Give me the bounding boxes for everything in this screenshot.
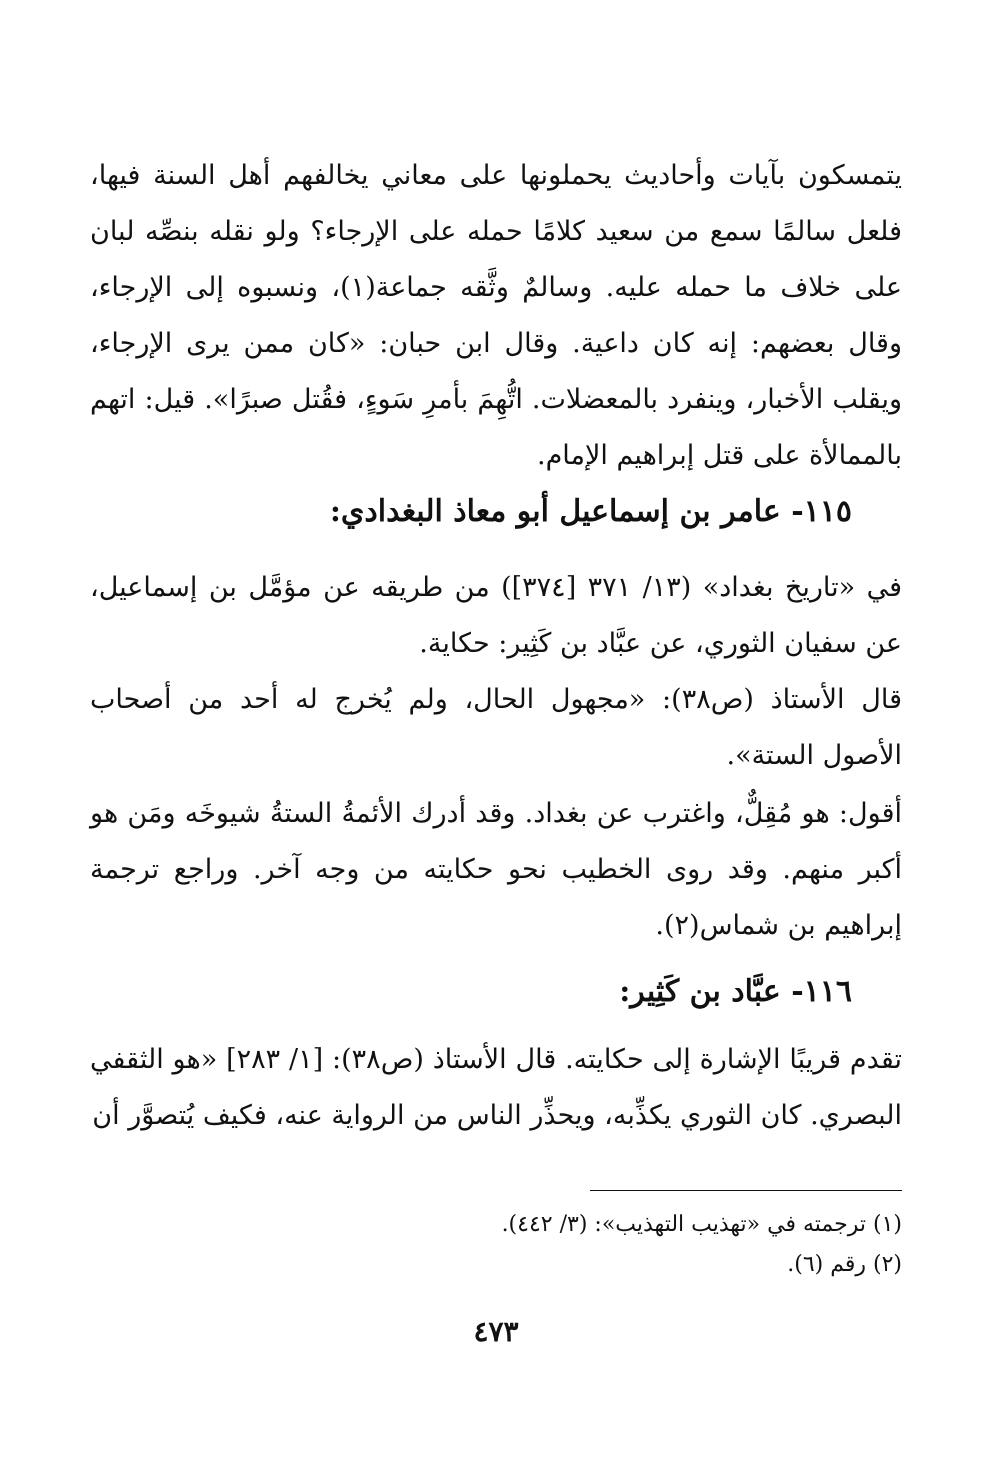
entry-heading-116: ١١٦- عبَّاد بن كَثِير: [619, 974, 852, 1009]
footnote-2: (٢) رقم (٦). [787, 1252, 902, 1277]
entry-heading-115: ١١٥- عامر بن إسماعيل أبو معاذ البغدادي: [329, 494, 852, 529]
page-number: ٤٧٣ [473, 1315, 519, 1348]
paragraph-continuation: يتمسكون بآيات وأحاديث يحملونها على معاني يخالفهم أهل السنة فيها، فلعل سالمًا سمع من سعيد كلامًا حمله على الإرجاء؟ ولو نقله بنصِّه لبان على خلاف ما حمله عليه. وسالمٌ وثَّقه جماعة(١)، ونسبوه إلى الإرجاء، وقال بعضهم: إنه كان داعية. وقال ابن حبان: «كان ممن يرى الإرجاء، ويقلب الأخبار، وينفرد بالمعضلات. اتُّهِمَ بأمرِ سَوءٍ، فقُتل صبرًا». قيل: اتهم بالممالأة على قتل إبراهيم الإمام. [90, 160, 903, 471]
paragraph-author-reply: أقول: هو مُقِلٌّ، واغترب عن بغداد. وقد أدرك الأئمةُ الستةُ شيوخَه ومَن هو أكبر منهم. وقد روى الخطيب نحو حكايته من وجه آخر. وراجع ترجمة إبراهيم بن شماس(٢). [90, 798, 902, 941]
paragraph-ustadh-quote: قال الأستاذ (ص٣٨): «مجهول الحال، ولم يُخرج له أحد من أصحاب الأصول الستة». [90, 684, 903, 771]
paragraph-entry-115-source: في «تاريخ بغداد» (١٣/ ٣٧١ [٣٧٤]) من طريقه عن مؤمَّل بن إسماعيل، عن سفيان الثوري، عن عبَّاد بن كَثِير: حكاية. [90, 572, 903, 659]
paragraph-entry-116: تقدم قريبًا الإشارة إلى حكايته. قال الأستاذ (ص٣٨): [١/ ٢٨٣] «هو الثقفي البصري. كان الثوري يكذِّبه، ويحذِّر الناس من الرواية عنه، فكيف يُتصوَّر أن [90, 1044, 902, 1131]
footnote-1: (١) ترجمته في «تهذيب التهذيب»: (٣/ ٤٤٢). [501, 1212, 902, 1237]
footnote-divider [590, 1190, 902, 1191]
